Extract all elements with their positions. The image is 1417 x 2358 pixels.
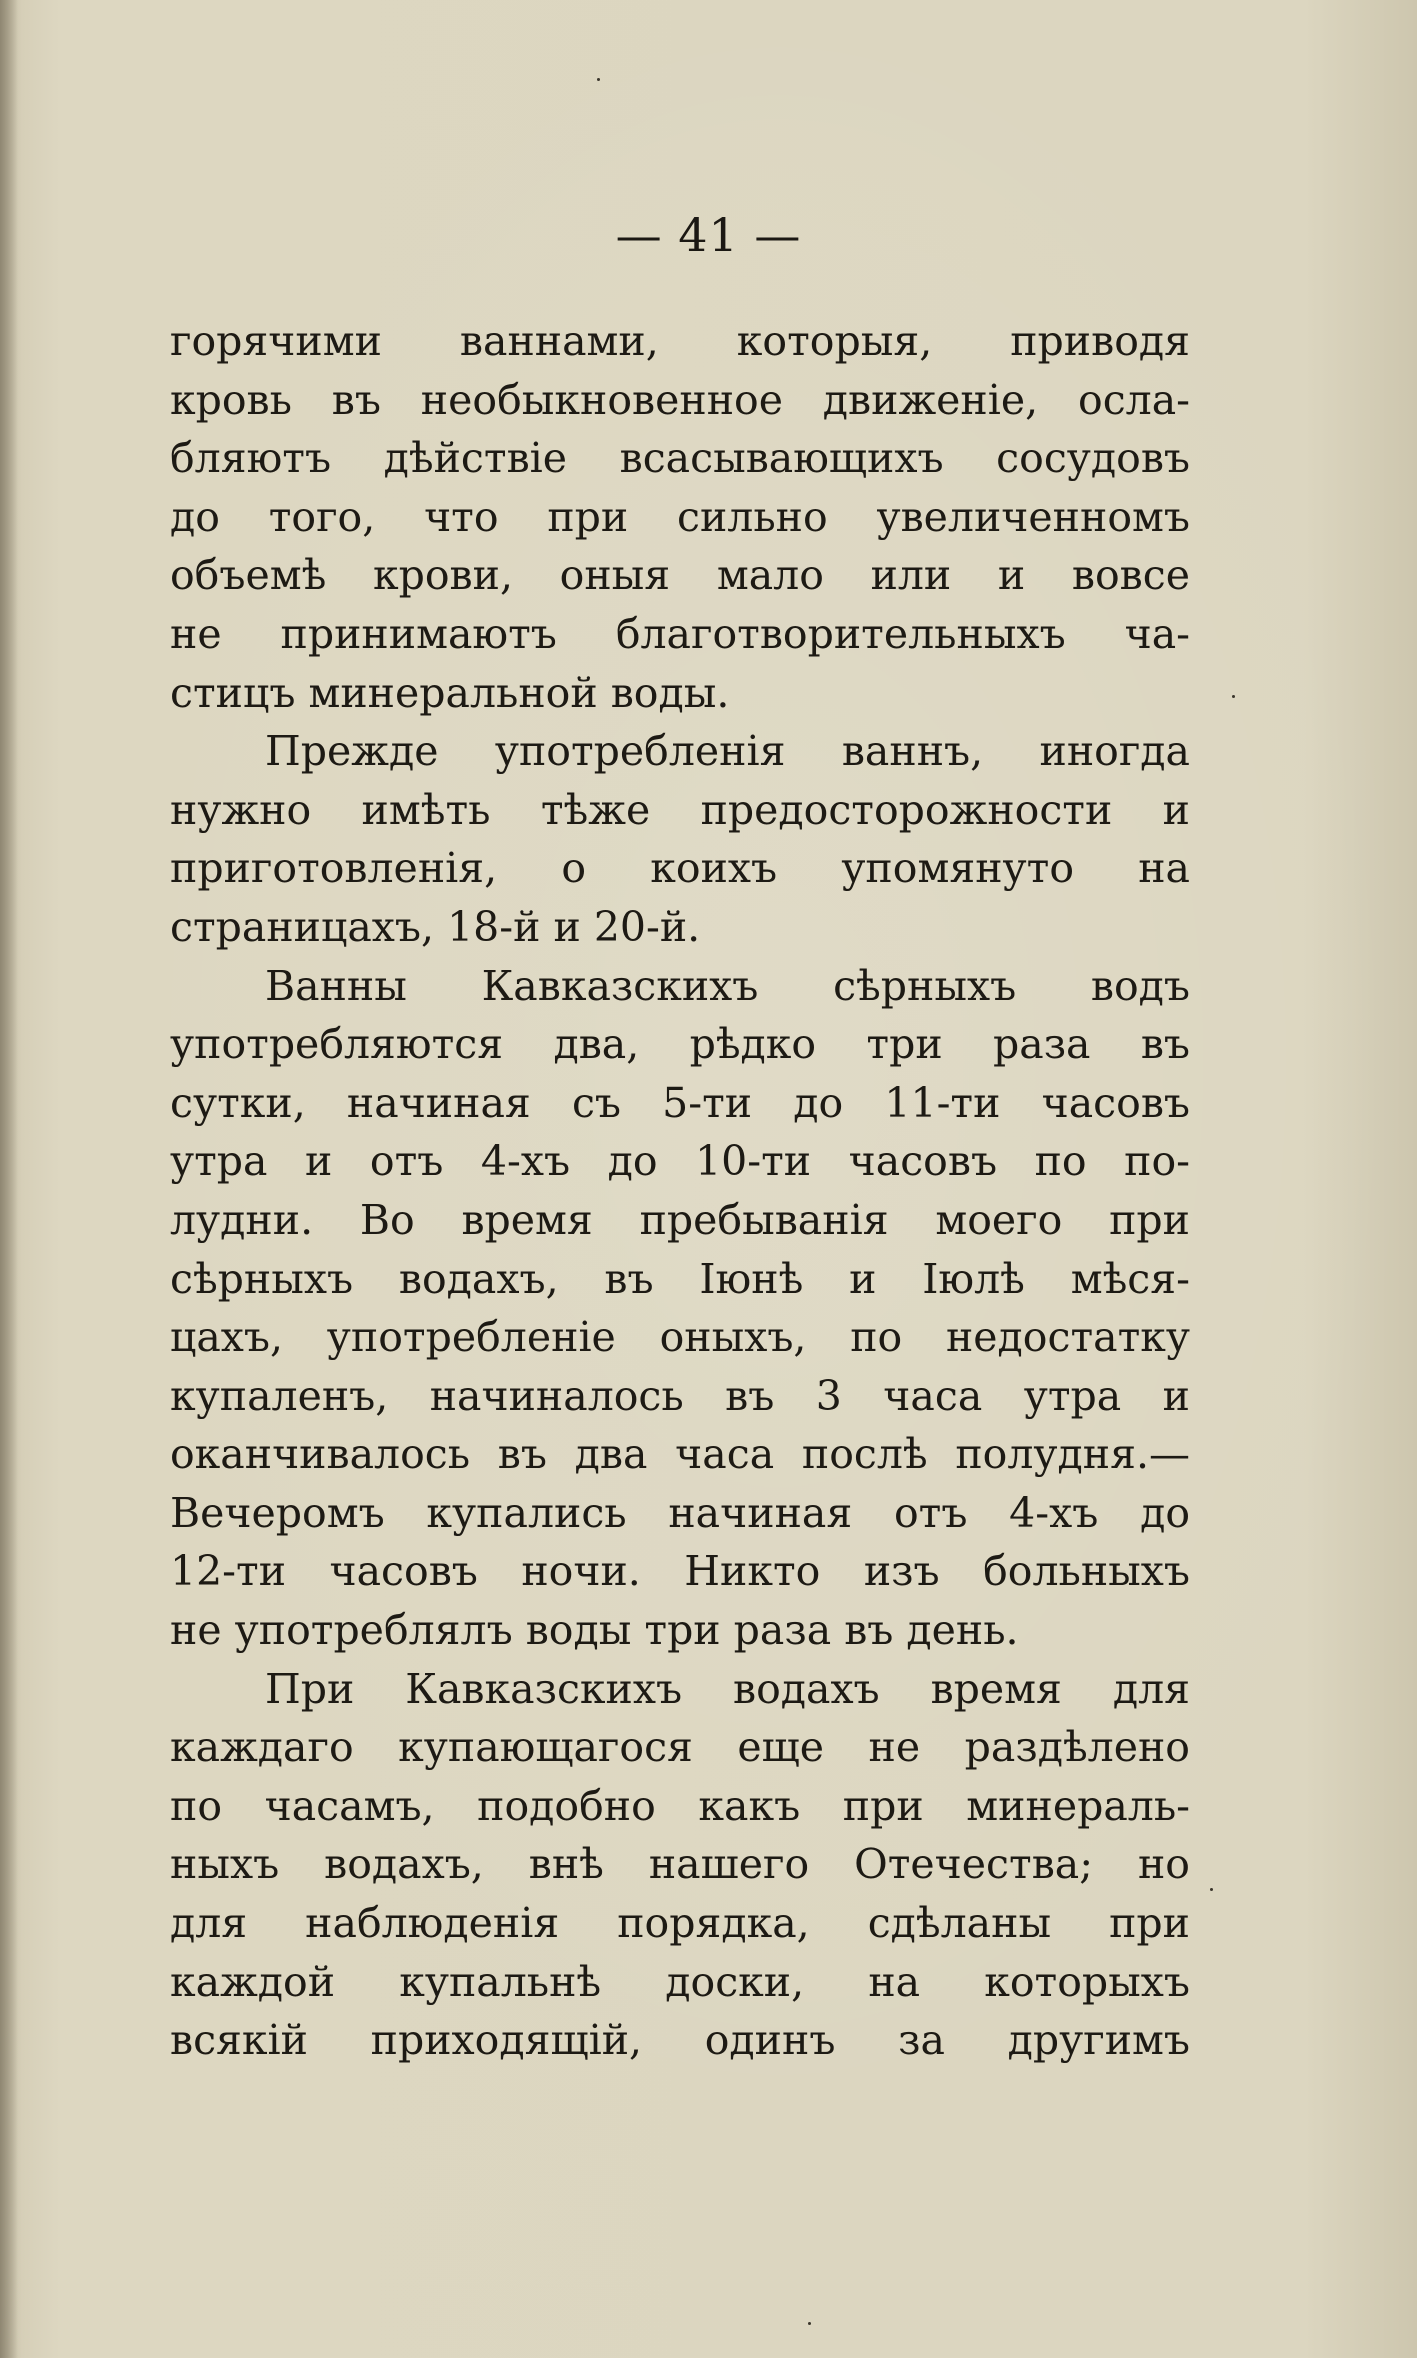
text-line: бляютъ дѣйствіе всасывающихъ сосудовъ [170, 434, 1190, 483]
text-line: Ванны Кавказскихъ сѣрныхъ водъ [265, 961, 1190, 1010]
text-line: 12-ти часовъ ночи. Никто изъ больныхъ [170, 1547, 1190, 1596]
text-line: для наблюденія порядка, сдѣланы при [170, 1899, 1190, 1948]
text-line: сѣрныхъ водахъ, въ Іюнѣ и Іюлѣ мѣся- [170, 1254, 1190, 1303]
text-line: до того, что при сильно увеличенномъ [170, 492, 1190, 541]
text-line: Вечеромъ купались начиная отъ 4-хъ до [170, 1488, 1190, 1537]
text-line: каждаго купающагося еще не раздѣлено [170, 1723, 1190, 1772]
text-line: каждой купальнѣ доски, на которыхъ [170, 1957, 1190, 2006]
text-line: приготовленія, о коихъ упомянуто на [170, 844, 1190, 893]
text-line: горячими ваннами, которыя, приводя [170, 317, 1190, 365]
text-line: При Кавказскихъ водахъ время для [265, 1664, 1190, 1713]
paper-speck [808, 2322, 811, 2325]
text-line: по часамъ, подобно какъ при минераль- [170, 1781, 1190, 1830]
text-line: ныхъ водахъ, внѣ нашего Отечества; но [170, 1840, 1190, 1889]
body-text [170, 312, 1190, 2070]
text-line: оканчивалось въ два часа послѣ полудня.— [170, 1430, 1190, 1479]
text-line: Прежде употребленія ваннъ, иногда [265, 727, 1190, 776]
paper-speck [1210, 1888, 1213, 1891]
text-line: утра и отъ 4-хъ до 10-ти часовъ по по- [170, 1137, 1190, 1186]
paper-speck [597, 78, 600, 81]
text-line: употребляются два, рѣдко три раза въ [170, 1020, 1190, 1069]
binding-gutter-shadow [0, 0, 18, 2358]
text-line: не употреблялъ воды три раза въ день. [170, 1606, 1019, 1655]
text-line: не принимаютъ благотворительныхъ ча- [170, 609, 1190, 658]
text-line: нужно имѣть тѣже предосторожности и [170, 785, 1190, 834]
text-line: всякій приходящій, одинъ за другимъ [170, 2016, 1190, 2065]
text-line: стицъ минеральной воды. [170, 668, 730, 717]
text-line: сутки, начиная съ 5-ти до 11-ти часовъ [170, 1078, 1190, 1127]
text-line: цахъ, употребленіе оныхъ, по недостатку [170, 1313, 1190, 1362]
text-line: кровь въ необыкновенное движеніе, осла- [170, 375, 1190, 424]
paper-speck [1232, 695, 1235, 698]
text-line: страницахъ, 18-й и 20-й. [170, 902, 701, 951]
page-number: — 41 — [615, 208, 802, 262]
text-line: объемѣ крови, оныя мало или и вовсе [170, 551, 1190, 600]
text-line: купаленъ, начиналось въ 3 часа утра и [170, 1371, 1190, 1420]
text-line: лудни. Во время пребыванія моего при [170, 1195, 1190, 1244]
